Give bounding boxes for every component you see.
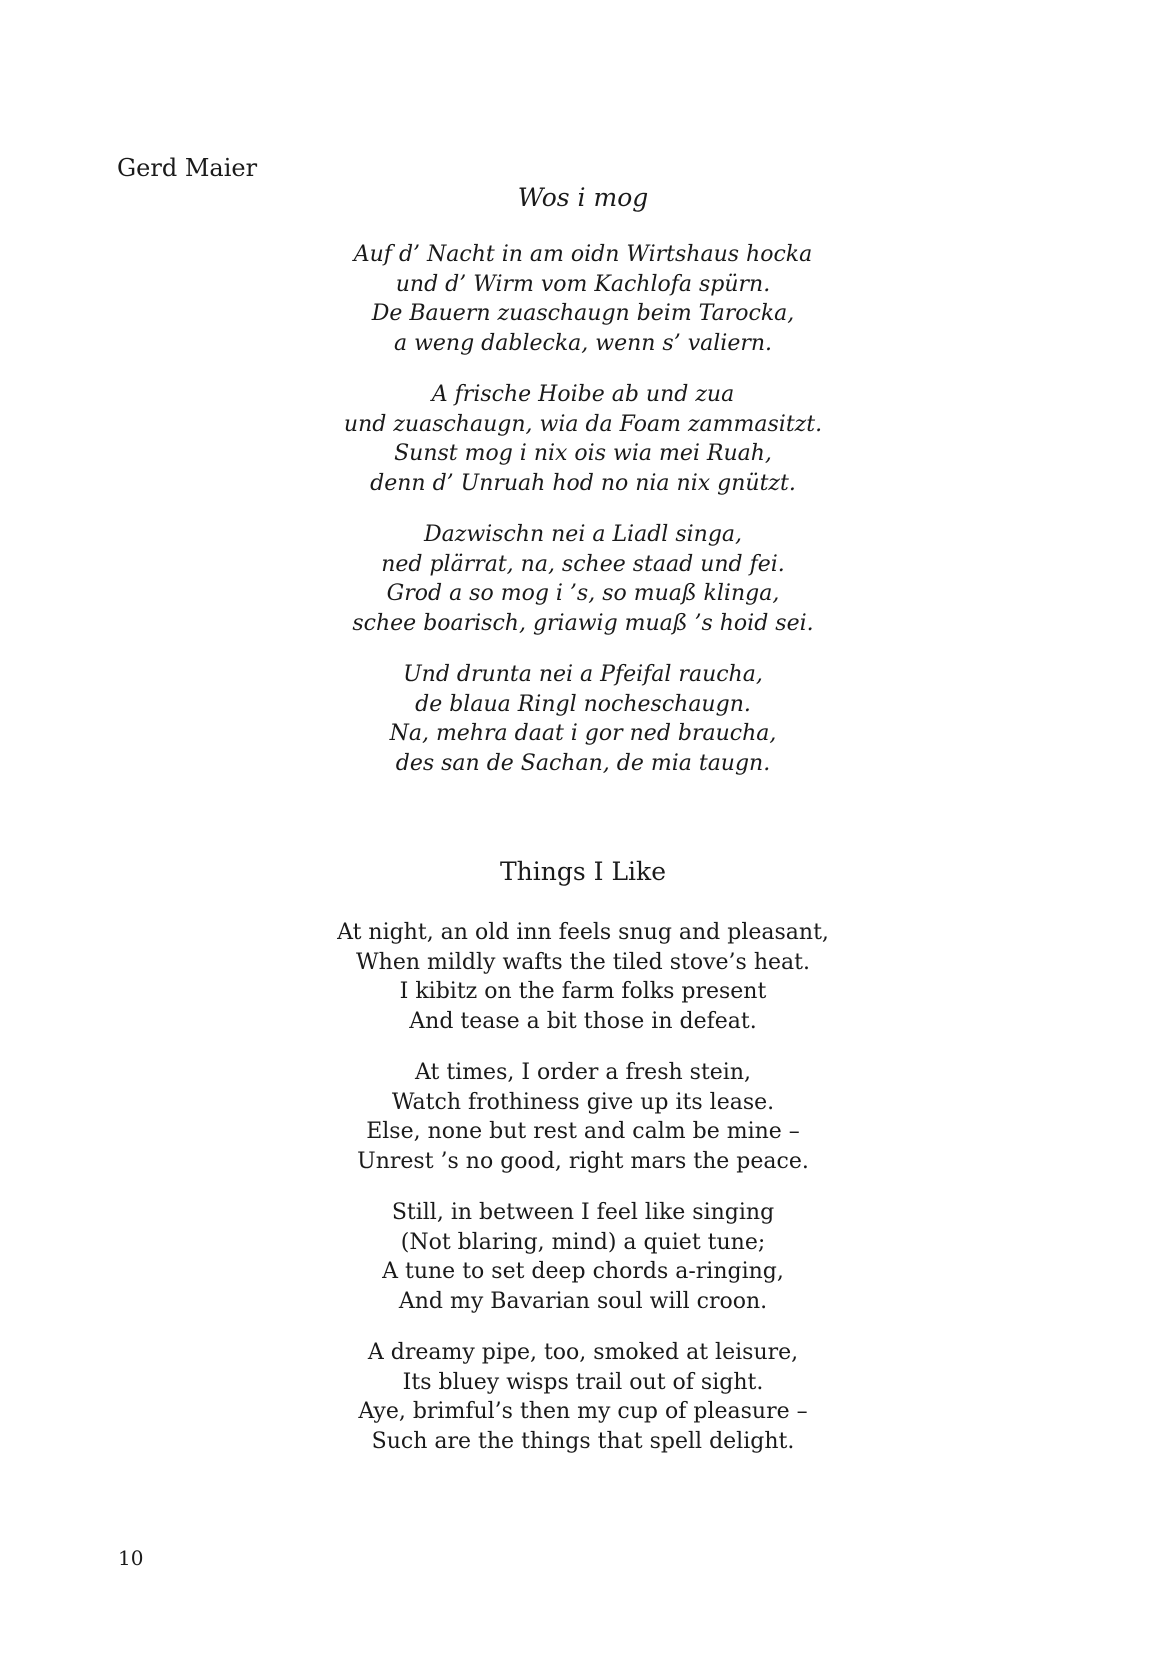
verse-line: Its bluey wisps trail out of sight. [402, 1369, 764, 1395]
stanza [233, 520, 933, 638]
poem-title-english: Things I Like [499, 857, 666, 886]
verse-line: denn d’ Unruah hod no nia nix gnützt. [370, 470, 796, 496]
verse-line: ned plärrat, na, schee staad und fei. [381, 551, 785, 577]
verse-line: I kibitz on the farm folks present [399, 979, 767, 1004]
verse-line: und d’ Wirm vom Kachlofa spürn. [395, 271, 771, 297]
verse-line: At night, an old inn feels snug and pleasant, [337, 920, 829, 945]
verse-line: (Not blaring, mind) a quiet tune; [400, 1229, 766, 1255]
verse-line: Unrest ’s no good, right mars the peace. [357, 1148, 809, 1174]
stanza [233, 1338, 933, 1456]
verse-line: a weng dablecka, wenn s’ valiern. [393, 330, 773, 356]
verse-line: des san de Sachan, de mia taugn. [395, 750, 771, 776]
verse-line: At times, I order a fresh stein, [414, 1060, 751, 1085]
verse-line: Grod a so mog i ’s, so muaß klinga, [386, 581, 780, 606]
verse-line: Auf d’ Nacht in am oidn Wirtshaus hocka [353, 242, 813, 267]
page-number: 10 [118, 1546, 144, 1570]
verse-line: Such are the things that spell delight. [371, 1428, 795, 1454]
verse-line: Watch frothiness give up its lease. [391, 1089, 775, 1115]
verse-line: Sunst mog i nix ois wia mei Ruah, [394, 441, 772, 466]
stanza [233, 1198, 933, 1316]
verse-line: A tune to set deep chords a-ringing, [382, 1259, 784, 1284]
verse-line: A frische Hoibe ab und zua [431, 382, 735, 407]
verse-line: And my Bavarian soul will croon. [398, 1288, 768, 1314]
verse-line: Dazwischn nei a Liadl singa, [423, 522, 743, 547]
verse-line: Und drunta nei a Pfeifal raucha, [403, 662, 763, 687]
verse-line: schee boarisch, griawig muaß ’s hoid sei. [352, 610, 814, 636]
stanza [233, 240, 933, 358]
stanza [233, 660, 933, 778]
verse-line: Else, none but rest and calm be mine – [366, 1119, 800, 1144]
stanza [233, 1058, 933, 1176]
verse-line: Aye, brimful’s then my cup of pleasure – [358, 1399, 808, 1424]
verse-line: A dreamy pipe, too, smoked at leisure, [367, 1340, 799, 1365]
poem-bavarian [233, 182, 933, 778]
poem-title-bavarian: Wos i mog [517, 183, 649, 212]
verse-line: When mildly wafts the tiled stove’s heat. [356, 949, 810, 975]
verse-line: De Bauern zuaschaugn beim Tarocka, [371, 301, 795, 326]
verse-line: Still, in between I feel like singing [391, 1200, 775, 1225]
verse-line: Na, mehra daat i gor ned braucha, [389, 721, 777, 746]
stanza [233, 380, 933, 498]
verse-line: de blaua Ringl nocheschaugn. [415, 691, 751, 717]
poem-english [233, 856, 933, 1456]
verse-line: und zuaschaugn, wia da Foam zammasitzt. [343, 411, 823, 437]
verse-line: And tease a bit those in defeat. [409, 1008, 757, 1034]
author-name: Gerd Maier [117, 154, 258, 182]
stanza [233, 918, 933, 1036]
